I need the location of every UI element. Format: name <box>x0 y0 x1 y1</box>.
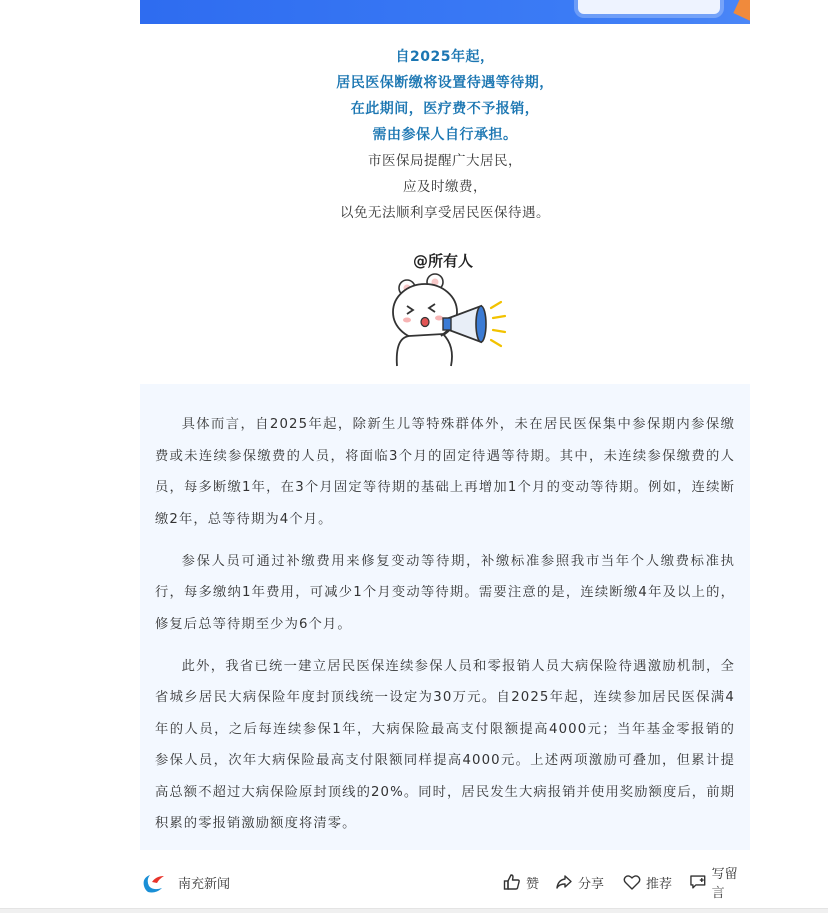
notice-line: 应及时缴费， <box>403 179 487 195</box>
illustration-caption: @所有人 <box>413 252 474 270</box>
notice-highlight-line: 自2025年起， <box>395 49 495 65</box>
notice-line: 市医保局提醒广大居民， <box>368 153 522 169</box>
comment-icon <box>688 872 708 892</box>
heart-icon <box>622 872 642 892</box>
like-label: 赞 <box>526 876 540 892</box>
share-label: 分享 <box>578 876 605 892</box>
paragraph: 此外，我省已统一建立居民医保连续参保人员和零报销人员大病保险待遇激励机制，全省城乡居民大病保险年度封顶线统一设定为30万元。自2025年起，连续参加居民医保满4年的人员，之后每连续参保1年，大病保险最高支付限额提高4000元；当年基金零报销的参保人员，次年大病保险最高支付限额同样提高4000元。上述两项激励可叠加，但累计提高总额不超过大病保险原封顶线的20%。同时，居民发生大病报销并使用奖励额度后，前期积累的零报销激励额度将清零。 <box>155 658 735 831</box>
notice-highlight-line: 在此期间，医疗费不予报销， <box>350 101 540 117</box>
brand-name[interactable]: 南充新闻 <box>178 877 231 892</box>
bear-megaphone-illustration <box>385 246 515 371</box>
notice-block <box>140 44 750 226</box>
page-bottom-divider <box>0 908 828 913</box>
notice-line: 以免无法顺利享受居民医保待遇。 <box>340 205 550 221</box>
article-content-box <box>140 384 750 850</box>
bear-megaphone-icon <box>385 246 515 371</box>
comment-button[interactable] <box>688 867 750 901</box>
article-footer <box>140 858 750 904</box>
like-button[interactable] <box>502 870 539 894</box>
thumbs-up-icon <box>502 872 522 892</box>
recommend-button[interactable] <box>622 870 672 894</box>
share-button[interactable] <box>554 870 604 894</box>
nanchong-news-logo-icon <box>140 870 168 894</box>
notice-highlight-line: 需由参保人自行承担。 <box>372 127 518 143</box>
paragraph: 具体而言，自2025年起，除新生儿等特殊群体外，未在居民医保集中参保期内参保缴费或未连续参保缴费的人员，将面临3个月的固定待遇等待期。其中，未连续参保缴费的人员，每多断缴1年，在3个月固定等待期的基础上再增加1个月的变动等待期。例如，连续断缴2年，总等待期为4个月。 <box>155 417 735 527</box>
article <box>140 0 750 913</box>
banner-card <box>578 0 720 14</box>
notice-highlight-line: 居民医保断缴将设置待遇等待期， <box>336 75 554 91</box>
banner-accent <box>733 0 750 21</box>
top-banner-image <box>140 0 750 24</box>
paragraph: 参保人员可通过补缴费用来修复变动等待期，补缴标准参照我市当年个人缴费标准执行，每多缴纳1年费用，可减少1个月变动等待期。需要注意的是，连续断缴4年及以上的，修复后总等待期至少为6个月。 <box>155 553 735 632</box>
share-icon <box>554 872 574 892</box>
comment-label: 写留言 <box>711 867 738 901</box>
recommend-label: 推荐 <box>646 876 673 892</box>
